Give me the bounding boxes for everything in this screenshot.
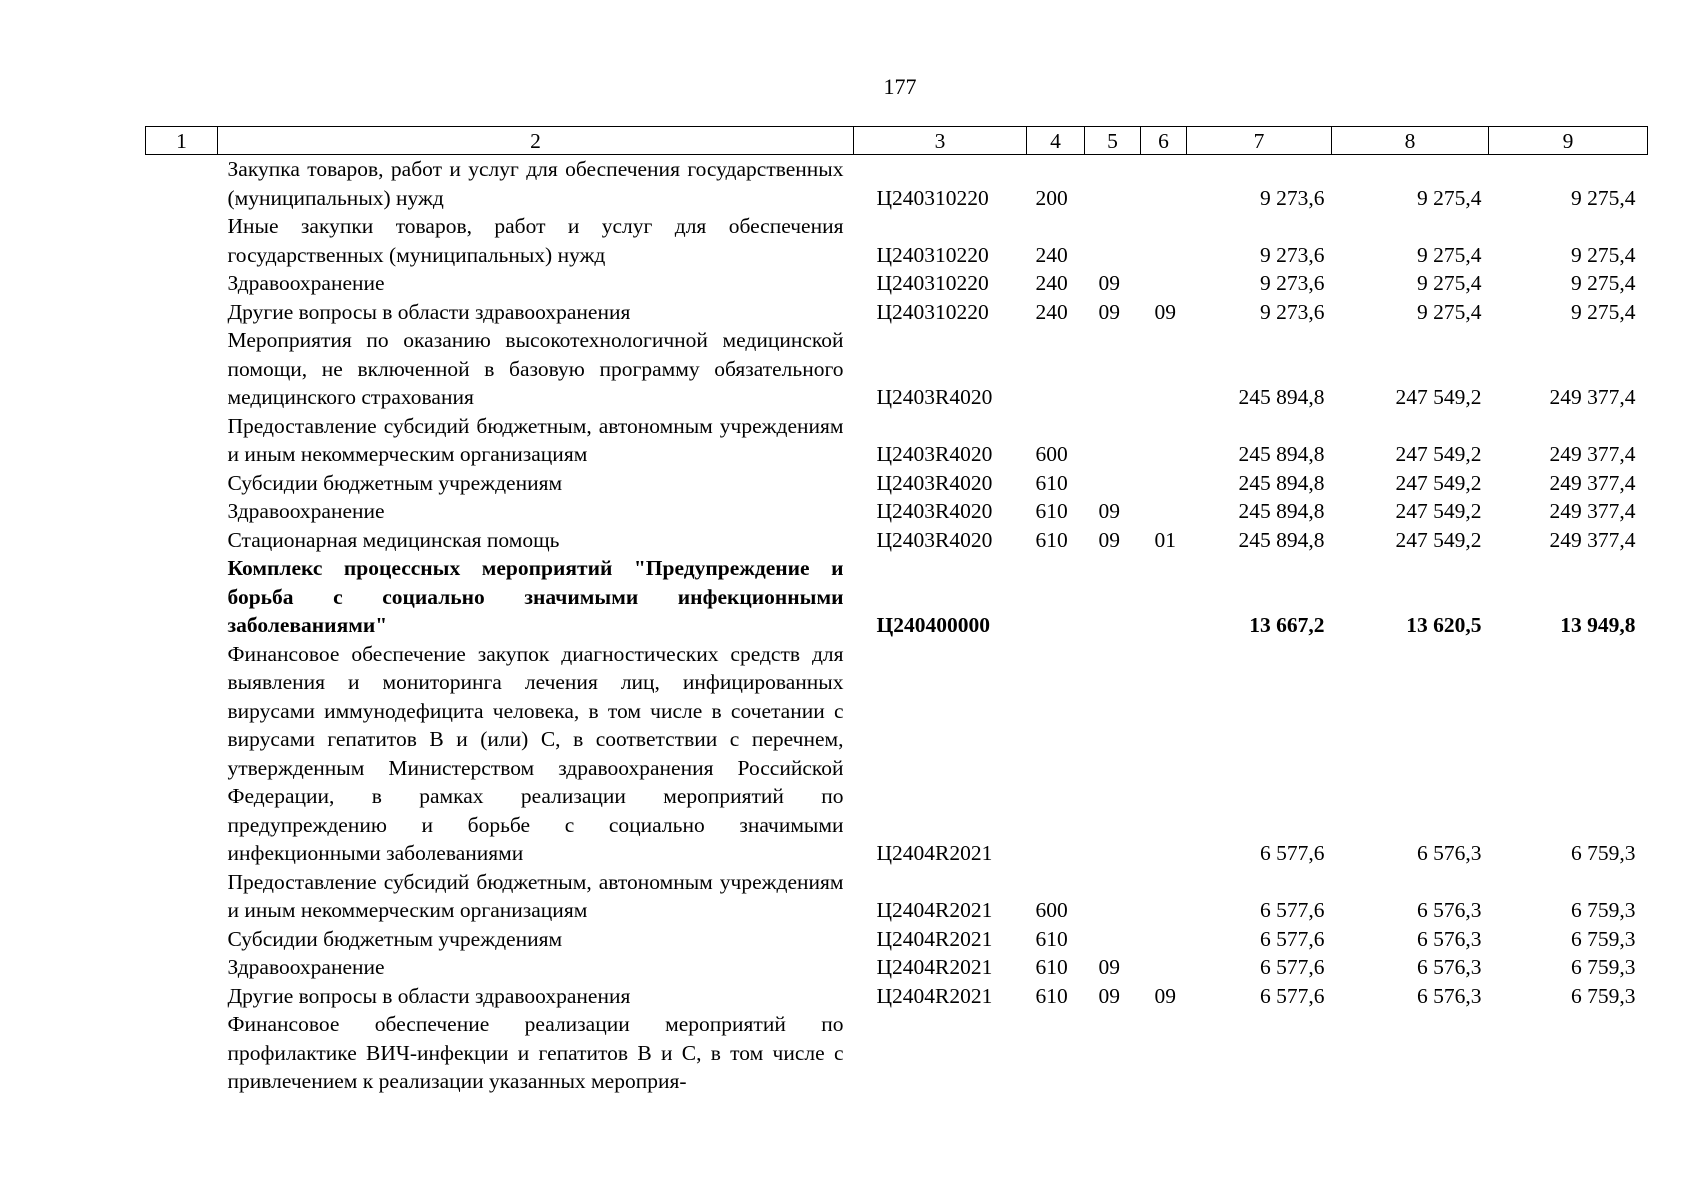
year3-cell: 6 759,3 bbox=[1571, 983, 1636, 1008]
section-cell bbox=[1085, 868, 1141, 925]
year2-cell: 247 549,2 bbox=[1395, 442, 1482, 466]
header-col-5: 5 bbox=[1085, 127, 1141, 155]
year1-cell: 9 273,6 bbox=[1260, 242, 1325, 267]
num-cell bbox=[146, 155, 218, 213]
section-cell: 09 bbox=[1098, 527, 1120, 552]
subsection-cell: 01 bbox=[1154, 527, 1176, 552]
header-col-1: 1 bbox=[146, 127, 218, 155]
table-row bbox=[146, 1010, 1648, 1096]
subsection-cell bbox=[1141, 497, 1187, 526]
vr-cell bbox=[1027, 640, 1085, 868]
year3-cell: 9 275,4 bbox=[1571, 185, 1636, 210]
vr-cell: 610 bbox=[1035, 955, 1068, 979]
num-cell bbox=[146, 412, 218, 469]
code-cell: Ц2403R4020 bbox=[876, 470, 993, 495]
section-cell: 09 bbox=[1098, 983, 1120, 1008]
year2-cell: 247 549,2 bbox=[1395, 470, 1482, 495]
year2-cell: 9 275,4 bbox=[1417, 242, 1482, 267]
section-cell: 09 bbox=[1098, 271, 1120, 295]
table-row bbox=[146, 412, 1648, 469]
year2-cell: 6 576,3 bbox=[1417, 983, 1482, 1008]
table-row bbox=[146, 554, 1648, 640]
name-cell: Здравоохранение bbox=[227, 499, 385, 523]
year2-cell: 6 576,3 bbox=[1417, 926, 1482, 951]
name-cell: Субсидии бюджетным учреждениям bbox=[227, 470, 563, 495]
vr-cell bbox=[1027, 554, 1085, 640]
vr-cell: 600 bbox=[1035, 898, 1068, 922]
year1-cell: 6 577,6 bbox=[1260, 841, 1325, 865]
num-cell bbox=[146, 953, 218, 982]
subsection-cell bbox=[1141, 640, 1187, 868]
year1-cell: 9 273,6 bbox=[1260, 185, 1325, 210]
header-col-9: 9 bbox=[1489, 127, 1648, 155]
vr-cell: 200 bbox=[1035, 185, 1068, 210]
table-body bbox=[146, 155, 1648, 1096]
name-cell: Другие вопросы в области здравоохранения bbox=[227, 299, 631, 324]
section-cell bbox=[1085, 326, 1141, 412]
vr-cell: 240 bbox=[1035, 242, 1068, 267]
code-cell: Ц2403R4020 bbox=[876, 385, 993, 409]
subsection-cell bbox=[1141, 412, 1187, 469]
code-cell: Ц240310220 bbox=[876, 271, 989, 295]
vr-cell bbox=[1027, 326, 1085, 412]
table-row bbox=[146, 953, 1648, 982]
table-row bbox=[146, 982, 1648, 1011]
num-cell bbox=[146, 212, 218, 269]
name-cell: Финансовое обеспечение реализации мероприятий по профилактике ВИЧ-инфекции и гепатитов В и С, в том числе с привлечением к реализации указанных мероприя- bbox=[227, 1012, 844, 1093]
year2-cell: 13 620,5 bbox=[1406, 613, 1482, 637]
subsection-cell bbox=[1141, 155, 1187, 213]
section-cell bbox=[1085, 412, 1141, 469]
num-cell bbox=[146, 326, 218, 412]
year2-cell: 6 576,3 bbox=[1417, 841, 1482, 865]
year1-cell: 245 894,8 bbox=[1238, 470, 1325, 495]
year1-cell bbox=[1187, 1010, 1332, 1096]
vr-cell: 610 bbox=[1035, 983, 1068, 1008]
header-col-3: 3 bbox=[854, 127, 1027, 155]
code-cell: Ц2404R2021 bbox=[876, 955, 993, 979]
vr-cell: 610 bbox=[1035, 499, 1068, 523]
section-cell: 09 bbox=[1098, 299, 1120, 324]
year3-cell: 6 759,3 bbox=[1571, 841, 1636, 865]
code-cell: Ц240310220 bbox=[876, 185, 989, 210]
year1-cell: 245 894,8 bbox=[1238, 442, 1325, 466]
header-col-8: 8 bbox=[1332, 127, 1489, 155]
year3-cell: 6 759,3 bbox=[1571, 898, 1636, 922]
year2-cell: 6 576,3 bbox=[1417, 955, 1482, 979]
name-cell: Здравоохранение bbox=[227, 955, 385, 979]
year3-cell bbox=[1489, 1010, 1648, 1096]
num-cell bbox=[146, 526, 218, 555]
table-row bbox=[146, 640, 1648, 868]
page-number: 177 bbox=[883, 74, 917, 99]
code-cell: Ц2404R2021 bbox=[876, 898, 993, 922]
code-cell: Ц2403R4020 bbox=[876, 442, 993, 466]
code-cell: Ц240310220 bbox=[876, 242, 989, 267]
subsection-cell bbox=[1141, 269, 1187, 298]
num-cell bbox=[146, 925, 218, 954]
name-cell: Закупка товаров, работ и услуг для обеспечения государственных (муниципальных) нужд bbox=[227, 157, 844, 210]
name-cell: Комплекс процессных мероприятий "Предупреждение и борьба с социально значимыми инфекционными заболеваниями" bbox=[227, 556, 844, 637]
year3-cell: 6 759,3 bbox=[1571, 926, 1636, 951]
code-cell: Ц2404R2021 bbox=[876, 926, 993, 951]
section-cell bbox=[1085, 640, 1141, 868]
section-cell bbox=[1085, 469, 1141, 498]
year1-cell: 245 894,8 bbox=[1238, 385, 1325, 409]
budget-table bbox=[145, 126, 1648, 1096]
num-cell bbox=[146, 497, 218, 526]
year3-cell: 249 377,4 bbox=[1549, 527, 1636, 552]
table-row bbox=[146, 497, 1648, 526]
subsection-cell bbox=[1141, 554, 1187, 640]
year2-cell: 247 549,2 bbox=[1395, 499, 1482, 523]
table-row bbox=[146, 298, 1648, 327]
year1-cell: 9 273,6 bbox=[1260, 271, 1325, 295]
table-row bbox=[146, 212, 1648, 269]
table-row bbox=[146, 925, 1648, 954]
table-row bbox=[146, 469, 1648, 498]
table-header bbox=[146, 127, 1648, 155]
year1-cell: 6 577,6 bbox=[1260, 955, 1325, 979]
vr-cell: 240 bbox=[1035, 271, 1068, 295]
year2-cell: 9 275,4 bbox=[1417, 299, 1482, 324]
year3-cell: 249 377,4 bbox=[1549, 499, 1636, 523]
year2-cell: 9 275,4 bbox=[1417, 185, 1482, 210]
year3-cell: 249 377,4 bbox=[1549, 385, 1636, 409]
subsection-cell bbox=[1141, 953, 1187, 982]
num-cell bbox=[146, 269, 218, 298]
vr-cell bbox=[1027, 1010, 1085, 1096]
year2-cell: 9 275,4 bbox=[1417, 271, 1482, 295]
vr-cell: 610 bbox=[1035, 470, 1068, 495]
year1-cell: 13 667,2 bbox=[1249, 613, 1325, 637]
subsection-cell bbox=[1141, 925, 1187, 954]
year2-cell: 247 549,2 bbox=[1395, 527, 1482, 552]
num-cell bbox=[146, 554, 218, 640]
year2-cell: 6 576,3 bbox=[1417, 898, 1482, 922]
year1-cell: 245 894,8 bbox=[1238, 527, 1325, 552]
code-cell: Ц2404R2021 bbox=[876, 841, 993, 865]
subsection-cell bbox=[1141, 868, 1187, 925]
vr-cell: 240 bbox=[1035, 299, 1068, 324]
subsection-cell: 09 bbox=[1154, 299, 1176, 324]
num-cell bbox=[146, 868, 218, 925]
section-cell bbox=[1085, 554, 1141, 640]
name-cell: Иные закупки товаров, работ и услуг для обеспечения государственных (муниципальных) нужд bbox=[227, 214, 844, 267]
num-cell bbox=[146, 1010, 218, 1096]
header-col-4: 4 bbox=[1027, 127, 1085, 155]
name-cell: Стационарная медицинская помощь bbox=[227, 527, 560, 552]
year1-cell: 6 577,6 bbox=[1260, 898, 1325, 922]
vr-cell: 610 bbox=[1035, 527, 1068, 552]
name-cell: Предоставление субсидий бюджетным, автономным учреждениям и иным некоммерческим организациям bbox=[227, 413, 844, 466]
subsection-cell bbox=[1141, 212, 1187, 269]
subsection-cell: 09 bbox=[1154, 983, 1176, 1008]
section-cell: 09 bbox=[1098, 955, 1120, 979]
name-cell: Мероприятия по оказанию высокотехнологичной медицинской помощи, не включенной в базовую программу обязательного медицинского страхования bbox=[227, 328, 844, 409]
code-cell: Ц2403R4020 bbox=[876, 499, 993, 523]
section-cell bbox=[1085, 1010, 1141, 1096]
name-cell: Здравоохранение bbox=[227, 271, 385, 295]
num-cell bbox=[146, 469, 218, 498]
vr-cell: 610 bbox=[1035, 926, 1068, 951]
year1-cell: 245 894,8 bbox=[1238, 499, 1325, 523]
code-cell: Ц240400000 bbox=[876, 613, 990, 637]
subsection-cell bbox=[1141, 326, 1187, 412]
code-cell: Ц2404R2021 bbox=[876, 983, 993, 1008]
year3-cell: 6 759,3 bbox=[1571, 955, 1636, 979]
subsection-cell bbox=[1141, 1010, 1187, 1096]
name-cell: Другие вопросы в области здравоохранения bbox=[227, 983, 631, 1008]
code-cell: Ц2403R4020 bbox=[876, 527, 993, 552]
year2-cell bbox=[1332, 1010, 1489, 1096]
name-cell: Субсидии бюджетным учреждениям bbox=[227, 926, 563, 951]
year3-cell: 9 275,4 bbox=[1571, 271, 1636, 295]
subsection-cell bbox=[1141, 469, 1187, 498]
name-cell: Предоставление субсидий бюджетным, автономным учреждениям и иным некоммерческим организациям bbox=[227, 869, 844, 922]
header-col-7: 7 bbox=[1187, 127, 1332, 155]
year2-cell: 247 549,2 bbox=[1395, 385, 1482, 409]
section-cell bbox=[1085, 155, 1141, 213]
num-cell bbox=[146, 982, 218, 1011]
header-col-6: 6 bbox=[1141, 127, 1187, 155]
code-cell bbox=[854, 1010, 1027, 1096]
table-row bbox=[146, 326, 1648, 412]
section-cell bbox=[1085, 925, 1141, 954]
year3-cell: 9 275,4 bbox=[1571, 242, 1636, 267]
year3-cell: 9 275,4 bbox=[1571, 299, 1636, 324]
table-row bbox=[146, 526, 1648, 555]
year3-cell: 13 949,8 bbox=[1560, 613, 1636, 637]
year1-cell: 6 577,6 bbox=[1260, 926, 1325, 951]
year3-cell: 249 377,4 bbox=[1549, 470, 1636, 495]
table-row bbox=[146, 868, 1648, 925]
year3-cell: 249 377,4 bbox=[1549, 442, 1636, 466]
vr-cell: 600 bbox=[1035, 442, 1068, 466]
code-cell: Ц240310220 bbox=[876, 299, 989, 324]
name-cell: Финансовое обеспечение закупок диагностических средств для выявления и мониторинга лечения лиц, инфицированных вирусами иммунодефицита человека, в том числе в сочетании с вирусами гепатитов В и (или) С, в соответствии с перечнем, утвержденным Министерством здравоохранения Российской Федерации, в рамках реализации мероприятий по предупреждению и борьбе с социально значимыми инфекционными заболеваниями bbox=[227, 641, 844, 865]
year1-cell: 6 577,6 bbox=[1260, 983, 1325, 1008]
table-row bbox=[146, 155, 1648, 213]
table-row bbox=[146, 269, 1648, 298]
header-col-2: 2 bbox=[218, 127, 854, 155]
num-cell bbox=[146, 640, 218, 868]
num-cell bbox=[146, 298, 218, 327]
header-row bbox=[146, 127, 1648, 155]
section-cell: 09 bbox=[1098, 499, 1120, 523]
year1-cell: 9 273,6 bbox=[1260, 299, 1325, 324]
section-cell bbox=[1085, 212, 1141, 269]
